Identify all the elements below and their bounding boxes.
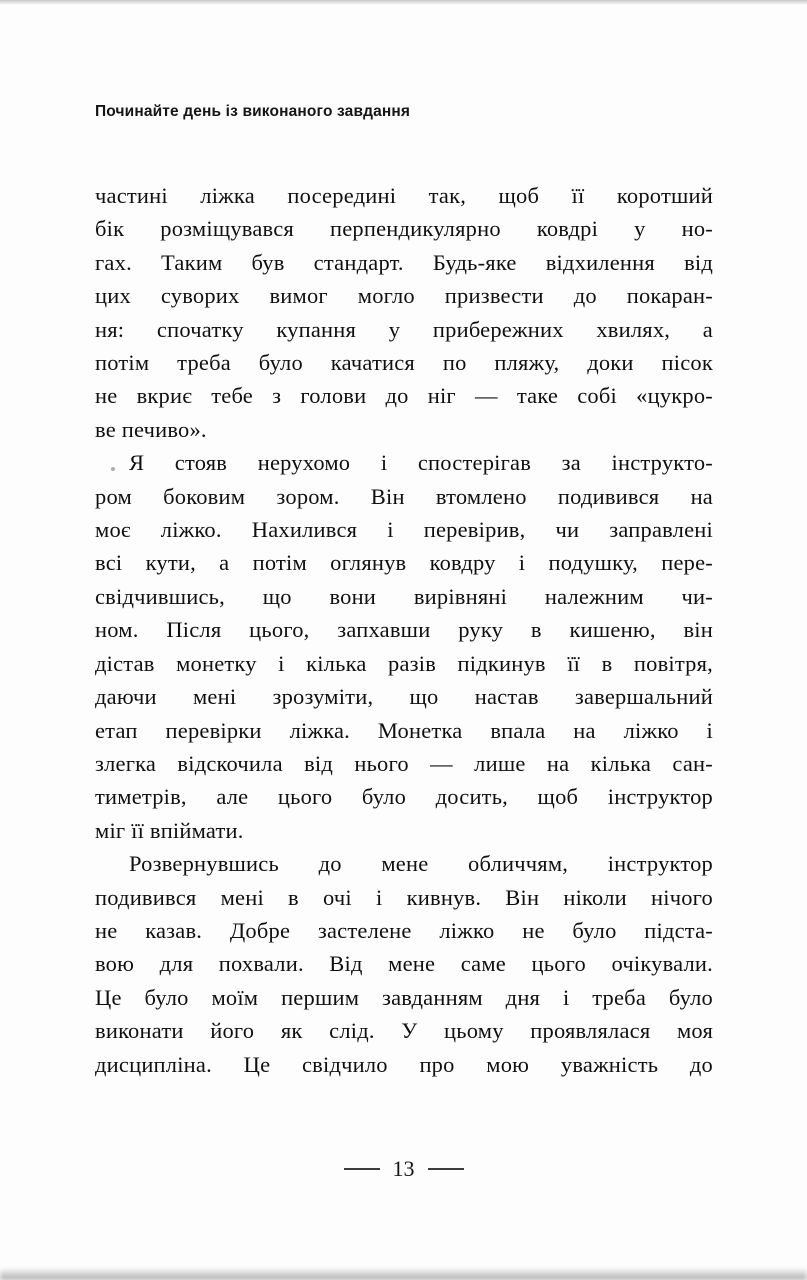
text-line: ня: спочатку купання у прибережних хвилях, а	[95, 316, 713, 342]
text-line: вою для похвали. Від мене саме цього очікували.	[95, 951, 713, 977]
text-line: всі кути, а потім оглянув ковдру і подушку, пере-	[95, 550, 713, 576]
text-line: потім треба було качатися по пляжу, доки пісок	[95, 350, 713, 376]
scan-edge-bottom	[0, 1268, 807, 1280]
scan-edge-top	[0, 0, 807, 5]
text-line: цих суворих вимог могло призвести до покаран-	[95, 283, 713, 309]
text-line: гах. Таким був стандарт. Будь-яке відхилення від	[95, 249, 713, 275]
text-line: Я стояв нерухомо і спостерігав за інструкто-	[129, 450, 713, 476]
text-line: свідчившись, що вони вирівняні належним чи-	[95, 583, 713, 609]
text-line: тиметрів, але цього було досить, щоб інструктор	[95, 784, 713, 810]
text-line: Розвернувшись до мене обличчям, інструктор	[129, 851, 713, 877]
text-line: ром боковим зором. Він втомлено подивився на	[95, 483, 713, 509]
running-header: Починайте день із виконаного завдання	[95, 103, 411, 120]
text-line: ве печиво».	[95, 416, 207, 442]
text-line: ном. Після цього, запхавши руку в кишеню, він	[95, 617, 713, 643]
text-line: не вкриє тебе з голови до ніг — таке собі «цукро-	[95, 383, 713, 409]
text-line: виконати його як слід. У цьому проявлялася моя	[95, 1018, 713, 1044]
text-line: дисципліна. Це свідчило про мою уважність до	[95, 1051, 713, 1077]
text-line: частині ліжка посередині так, щоб її коротший	[95, 183, 713, 208]
text-line: етап перевірки ліжка. Монетка впала на ліжко і	[95, 717, 713, 743]
text-line: бік розміщувався перпендикулярно ковдрі у но-	[95, 216, 713, 242]
text-line: не казав. Добре застелене ліжко не було підста-	[95, 917, 713, 943]
text-line: Це було моїм першим завданням дня і треба було	[95, 984, 713, 1010]
text-line: міг її впіймати.	[95, 817, 244, 843]
page-number: 13	[392, 1156, 415, 1181]
page-footer	[0, 1156, 807, 1182]
footer-rule-right	[428, 1168, 464, 1170]
text-line: злегка відскочила від нього — лише на кілька сан-	[95, 750, 713, 776]
text-line: дістав монетку і кілька разів підкинув її в повітря,	[95, 650, 713, 676]
footer-rule-left	[344, 1168, 380, 1170]
body-text	[95, 179, 713, 1081]
text-line: подивився мені в очі і кивнув. Він ніколи нічого	[95, 884, 713, 910]
text-line: моє ліжко. Нахилився і перевірив, чи заправлені	[95, 517, 713, 543]
text-line: даючи мені зрозуміти, що настав завершальний	[95, 684, 713, 710]
scan-artifact-dot	[111, 467, 115, 471]
